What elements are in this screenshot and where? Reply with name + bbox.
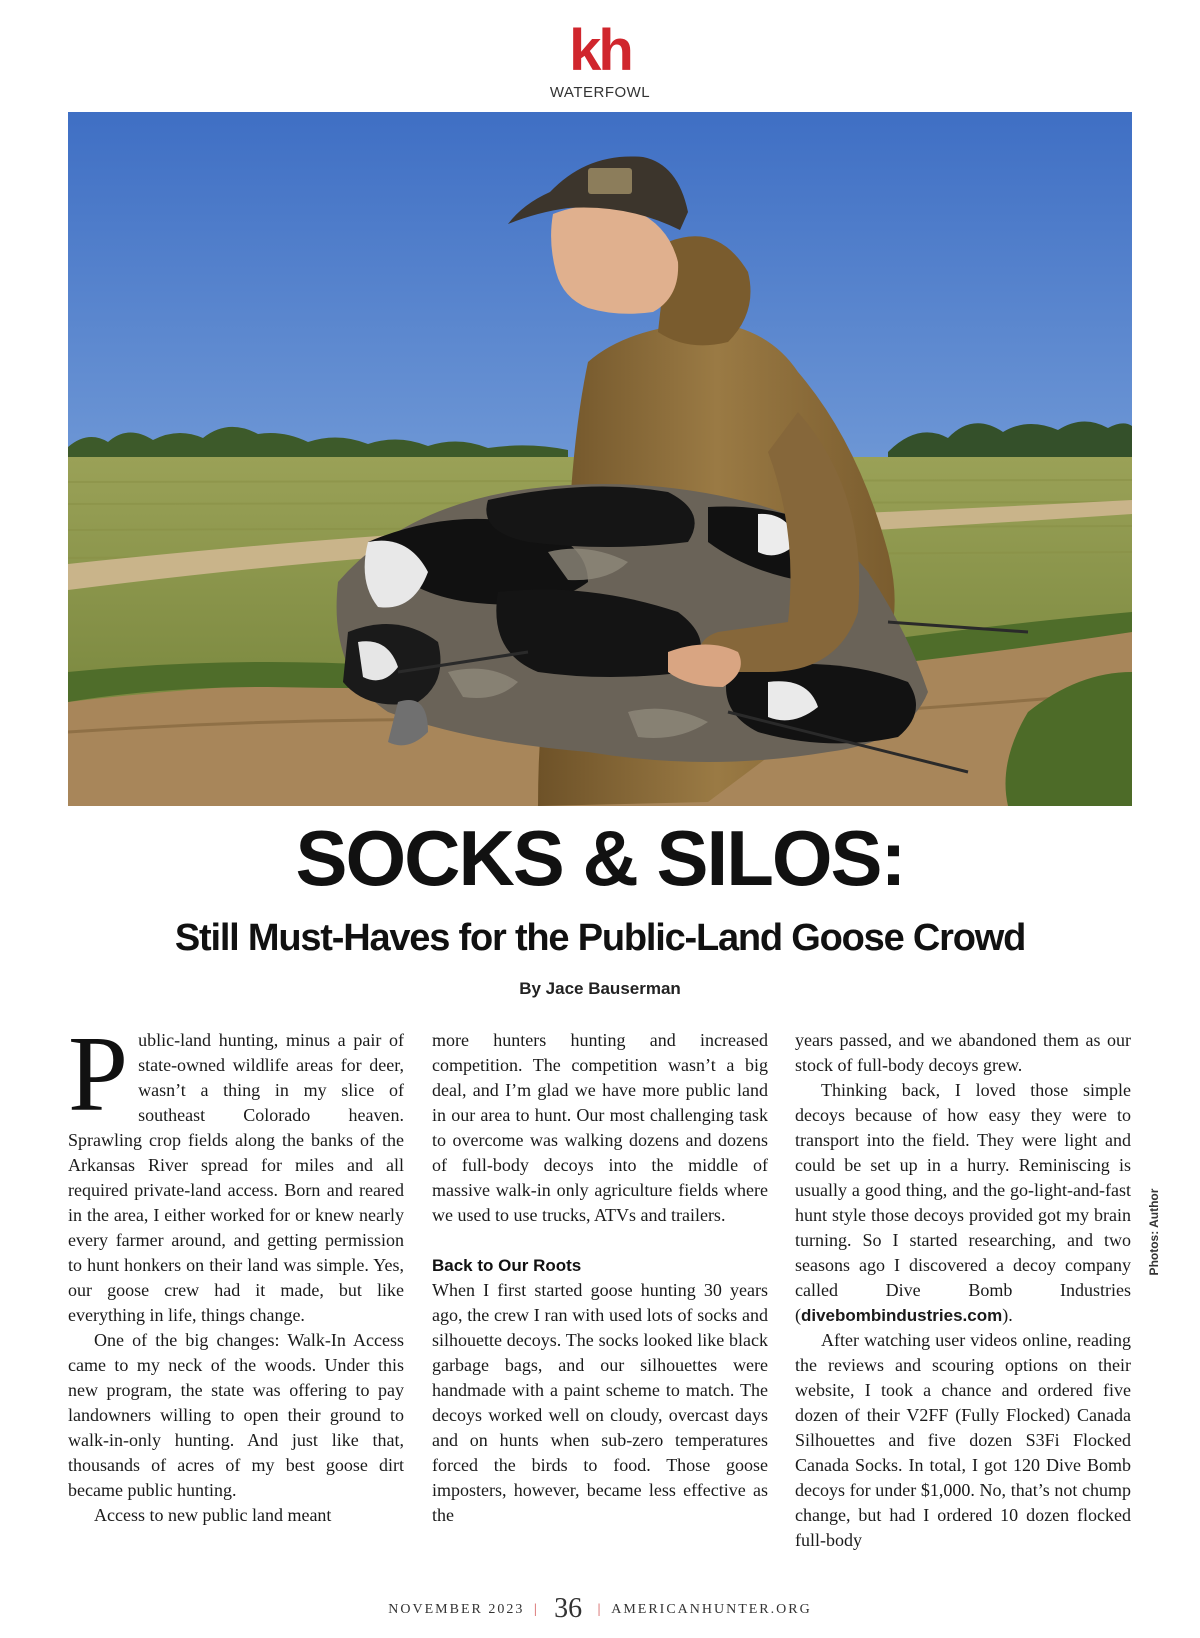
magazine-logo: kh [569,18,631,83]
body-column-2 [432,1028,768,1528]
footer-separator: | [597,1602,603,1617]
paragraph-text: ublic-land hunting, minus a pair of state-owned wildlife areas for deer, wasn’t a thing in my slice of southeast Colorado heaven. Sprawling crop fields along the banks of the Arkansas River spread for miles and all required private-land access. Born and reared in the area, I either worked for or knew nearly every farmer around, and getting permission to hunt honkers on their land was simple. Yes, our goose crew had it made, but like everything in life, things change. [68,1030,404,1325]
paragraph: After watching user videos online, reading the reviews and scouring options on their website, I took a chance and ordered five dozen of their V2FF (Fully Flocked) Canada Silhouettes and five dozen S3Fi Flocked Canada Socks. In total, I got 120 Dive Bomb decoys for under $1,000. No, that’s not chump change, but had I ordered 10 dozen flocked full-body [795,1330,1131,1550]
paragraph: years passed, and we abandoned them as our stock of full-body decoys grew. [795,1030,1131,1075]
paragraph [795,1078,1131,1328]
section-subhead: Back to Our Roots [432,1256,582,1275]
paragraph: One of the big changes: Walk-In Access came to my neck of the woods. Under this new program, the state was offering to pay landowners willing to open their ground to walk-in-only hunting. And just like that, thousands of acres of my best goose dirt became public hunting. [68,1330,404,1500]
photo-credit: Photos: Author [1147,1188,1161,1276]
article-subhead: Still Must-Haves for the Public-Land Goose Crowd [174,917,1026,959]
paragraph-text: Thinking back, I loved those simple decoys because of how easy they were to transport into the field. They were light and could be set up in a hurry. Reminiscing is usually a good thing, and the go-light-and-fast hunt style those decoys provided got my brain turning. So I started researching, and two seasons ago I discovered a decoy company called Dive Bomb Industries ( [795,1080,1131,1325]
issue-date: NOVEMBER 2023 [388,1602,525,1617]
section-label: WATERFOWL [549,84,651,101]
website: AMERICANHUNTER.ORG [611,1602,812,1617]
hero-photo [68,112,1132,806]
byline: By Jace Bauserman [519,979,681,998]
drop-cap: P [68,1015,129,1134]
footer-separator: | [533,1602,539,1617]
page-number: 36 [554,1593,583,1624]
paragraph [68,1015,404,1328]
paragraph: When I first started goose hunting 30 years ago, the crew I ran with used lots of socks and silhouette decoys. The socks looked like black garbage bags, and our silhouettes were handmade with a paint scheme to match. The decoys worked well on cloudy, overcast days and on hunts when sub-zero temperatures forced the birds to food. Those goose imposters, however, became less effective as the [432,1280,768,1525]
article-headline: SOCKS & SILOS: [295,814,905,902]
paragraph: Access to new public land meant [94,1505,332,1525]
body-column-1 [68,1015,404,1528]
paragraph-text: ). [1002,1305,1013,1325]
hunter-with-decoys-illustration [68,112,1132,806]
website-link[interactable]: divebombindustries.com [801,1306,1003,1325]
body-column-3 [795,1028,1131,1553]
page-footer [0,1595,1200,1624]
paragraph: more hunters hunting and increased competition. The competition wasn’t a big deal, and I’m glad we have more public land in our area to hunt. Our most challenging task to overcome was walking dozens and dozens of full-body decoys into the middle of massive walk-in only agriculture fields where we used to use trucks, ATVs and trailers. [432,1030,768,1225]
